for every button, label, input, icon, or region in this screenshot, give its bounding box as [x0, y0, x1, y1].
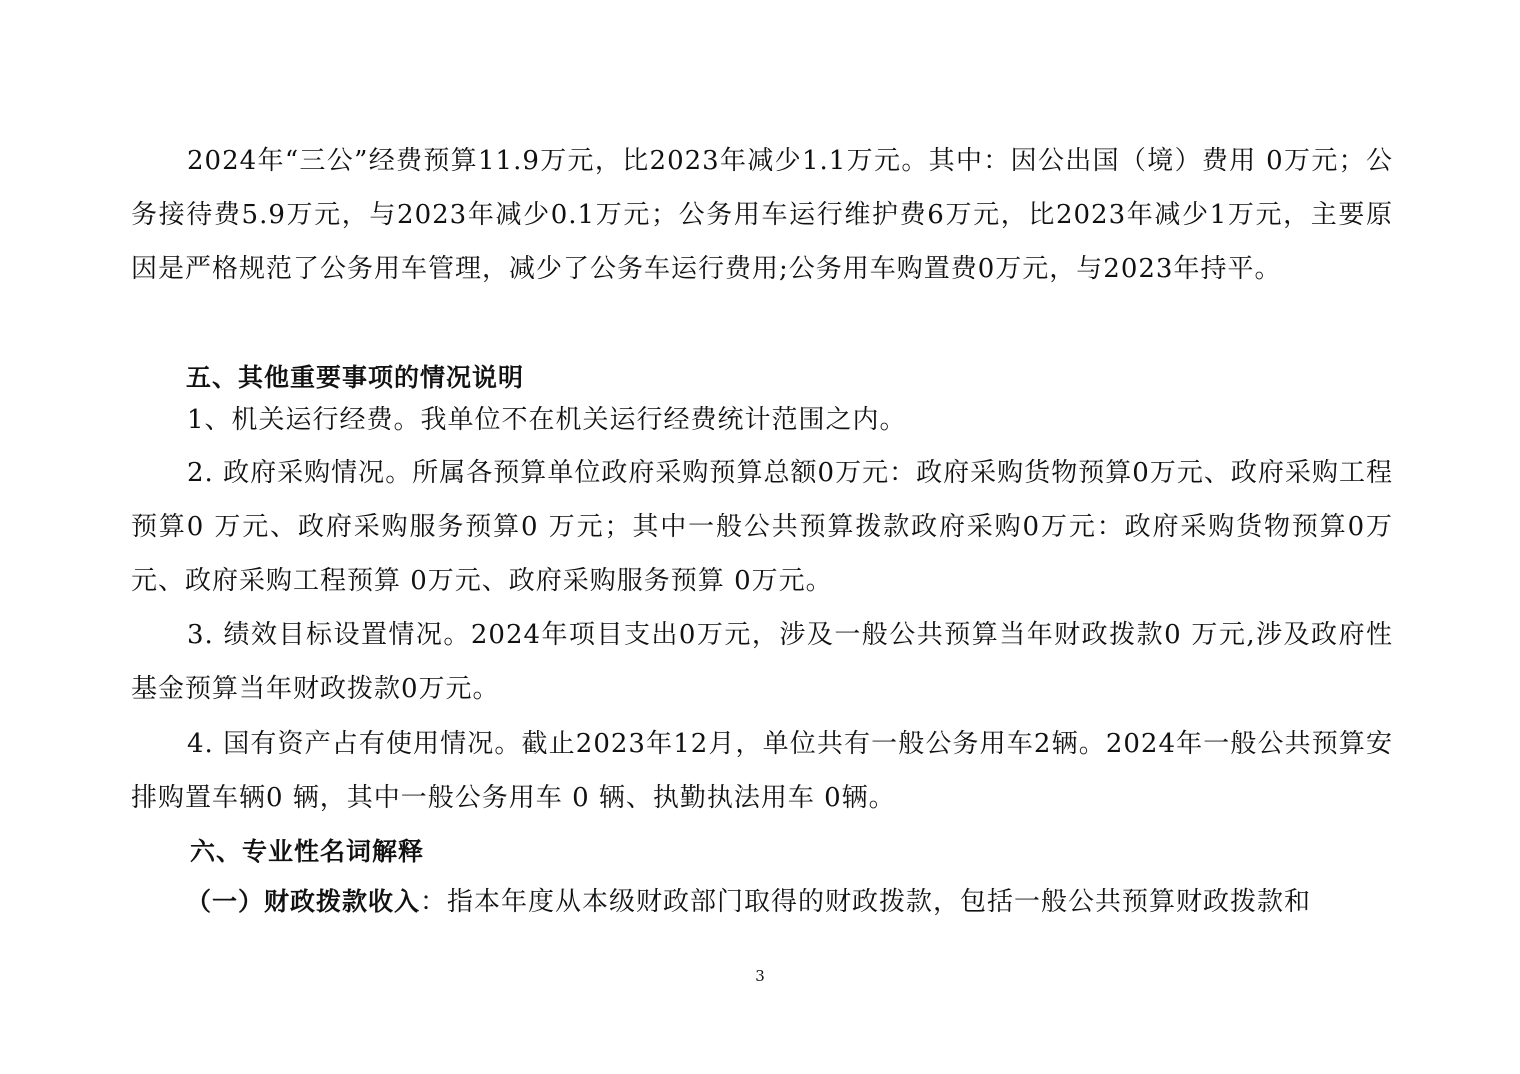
- item-4-state-assets: 4. 国有资产占有使用情况。截止2023年12月，单位共有一般公务用车2辆。2024年一般公共预算安排购置车辆0 辆，其中一般公务用车 0 辆、执勤执法用车 0辆。: [131, 729, 1393, 813]
- term-1-definition: [186, 882, 1393, 922]
- three-public-expenses-paragraph: 2024年“三公”经费预算11.9万元，比2023年减少1.1万元。其中：因公出国（境）费用 0万元；公务接待费5.9万元，与2023年减少0.1万元；公务用车运行维护费6万元，比2023年减少1万元，主要原因是严格规范了公务用车管理，减少了公务车运行费用;公务用车购置费0万元，与2023年持平。: [131, 146, 1393, 284]
- section-six-heading: 六、专业性名词解释: [190, 837, 425, 866]
- item-1-operating-funds: 1、机关运行经费。我单位不在机关运行经费统计范围之内。: [187, 405, 907, 435]
- term-1-text: ：指本年度从本级财政部门取得的财政拨款，包括一般公共预算财政拨款和: [420, 887, 1312, 917]
- term-1-label: （一）财政拨款收入: [186, 887, 421, 916]
- item-3-performance-targets: 3. 绩效目标设置情况。2024年项目支出0万元，涉及一般公共预算当年财政拨款0 万元,涉及政府性基金预算当年财政拨款0万元。: [131, 620, 1393, 704]
- page-number: 3: [755, 967, 765, 985]
- section-five-heading: 五、其他重要事项的情况说明: [186, 363, 525, 392]
- item-2-government-procurement: 2. 政府采购情况。所属各预算单位政府采购预算总额0万元：政府采购货物预算0万元、政府采购工程预算0 万元、政府采购服务预算0 万元；其中一般公共预算拨款政府采购0万元：政府采购货物预算0万元、政府采购工程预算 0万元、政府采购服务预算 0万元。: [131, 458, 1393, 596]
